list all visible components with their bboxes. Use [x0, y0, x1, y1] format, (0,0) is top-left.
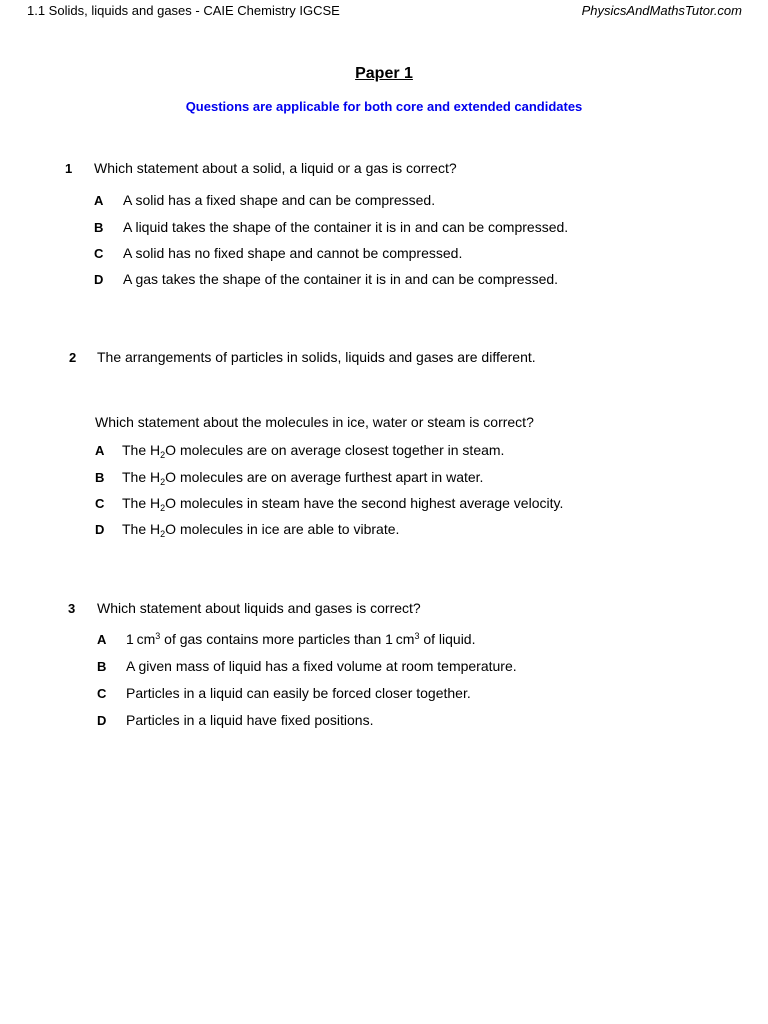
question-intro: The arrangements of particles in solids, liquids and gases are different.: [97, 349, 536, 365]
option-letter: D: [95, 522, 105, 537]
option-letter: C: [95, 496, 105, 511]
option-letter: A: [97, 632, 107, 647]
option-text: A solid has a fixed shape and can be compressed.: [123, 192, 436, 208]
question-text: Which statement about the molecules in ice, water or steam is correct?: [95, 414, 534, 430]
option-text: A gas takes the shape of the container it is in and can be compressed.: [123, 271, 559, 287]
option-text: 1 $cm^3$ of gas contains more particles than 1 $cm^3$ of liquid.: [126, 631, 476, 647]
h2o-formula: $H_2O$: [150, 495, 177, 513]
question-number: 3: [68, 601, 76, 616]
option-letter: B: [95, 470, 105, 485]
option-text: Particles in a liquid can easily be forced closer together.: [126, 685, 471, 701]
question-text: Which statement about liquids and gases is correct?: [97, 600, 421, 616]
option-letter: C: [97, 686, 107, 701]
option-text: The $H_2O$ molecules are on average furthest apart in water.: [122, 469, 484, 487]
option-letter: A: [94, 193, 104, 208]
option-letter: D: [94, 272, 104, 287]
option-text: A solid has no fixed shape and cannot be compressed.: [123, 245, 463, 261]
option-letter: C: [94, 246, 104, 261]
question-text: Which statement about a solid, a liquid or a gas is correct?: [94, 160, 457, 176]
option-text: A given mass of liquid has a fixed volume at room temperature.: [126, 658, 517, 674]
option-text: A liquid takes the shape of the container it is in and can be compressed.: [123, 219, 569, 235]
h2o-formula: $H_2O$: [150, 521, 177, 539]
option-letter: A: [95, 443, 105, 458]
option-text: The $H_2O$ molecules in steam have the second highest average velocity.: [122, 495, 564, 513]
document-header-left: 1.1 Solids, liquids and gases - CAIE Chemistry IGCSE: [27, 3, 340, 18]
page-title: Paper 1: [355, 65, 413, 82]
option-letter: B: [94, 220, 104, 235]
option-letter: D: [97, 713, 107, 728]
h2o-formula: $H_2O$: [150, 442, 177, 460]
question-number: 2: [69, 350, 77, 365]
option-text: The $H_2O$ molecules in ice are able to vibrate.: [122, 521, 400, 539]
h2o-formula: $H_2O$: [150, 469, 177, 487]
option-text: The $H_2O$ molecules are on average closest together in steam.: [122, 442, 505, 460]
document-header-right: PhysicsAndMathsTutor.com: [581, 3, 742, 18]
option-text: Particles in a liquid have fixed positions.: [126, 712, 374, 728]
option-letter: B: [97, 659, 107, 674]
page-subtitle: Questions are applicable for both core and extended candidates: [185, 99, 583, 114]
question-number: 1: [65, 161, 73, 176]
